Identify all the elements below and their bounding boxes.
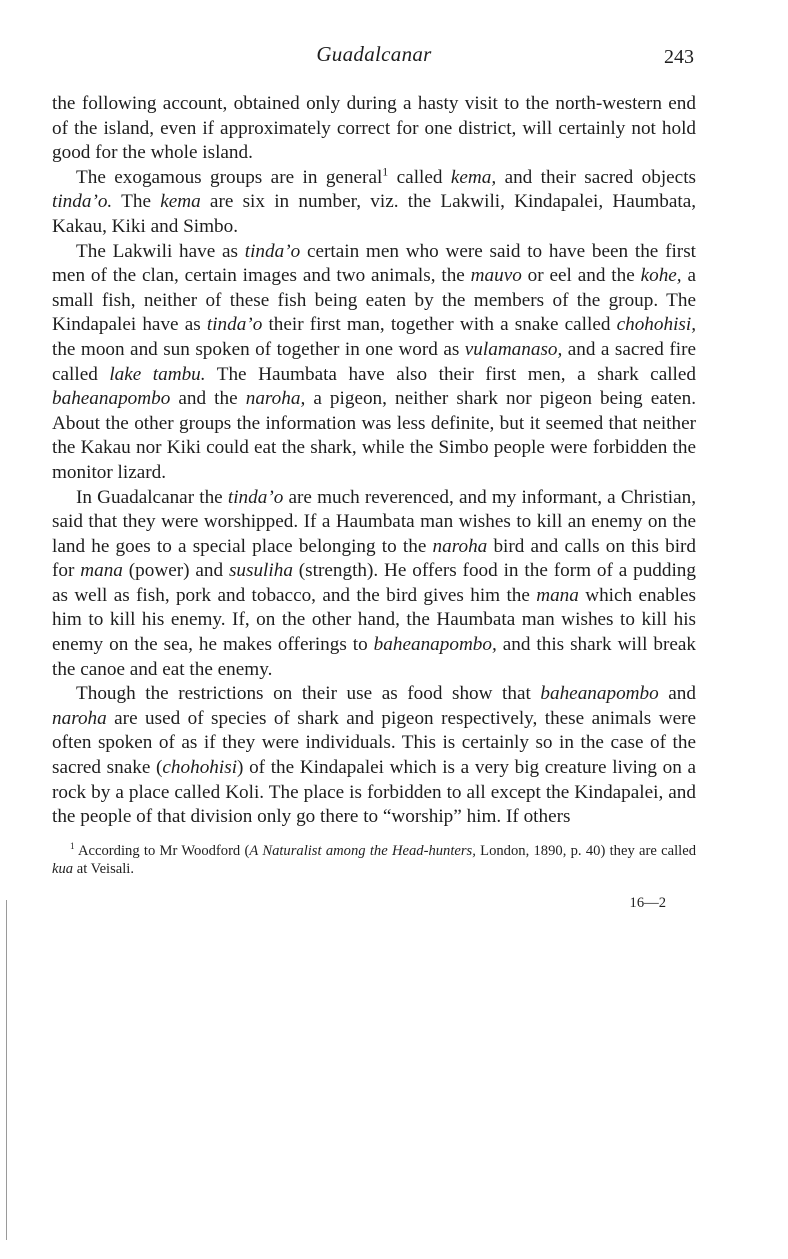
text-run: and a sacred fire called	[52, 338, 696, 385]
footnotes	[52, 842, 696, 879]
paragraph	[52, 166, 696, 240]
text-run: a pigeon, neither shark nor pigeon being eaten. About the other groups the information was less definite, but it seemed that neither the Kakau nor Kiki could eat the shark, while the Simbo people were forbidden the monitor lizard.	[52, 388, 696, 483]
italic-term: naroha	[432, 535, 488, 557]
italic-term: susuliha	[228, 560, 293, 582]
italic-term: mana	[80, 560, 123, 582]
text-run: ) of the Kindapalei which is a very big creature living on a rock by a place called Koli. The place is forbidden to all except the Kindapalei, and the people of that division only go there to “worship” him. If others	[52, 757, 697, 828]
text-run: In Guadalcanar the	[76, 486, 228, 508]
italic-term: tinda’o.	[52, 191, 113, 213]
paragraph	[52, 92, 696, 166]
italic-term: A Naturalist among the Head-hunters,	[249, 842, 476, 859]
footnote-text: London, 1890, p. 40) they are called	[475, 842, 696, 859]
running-title: Guadalcanar	[316, 42, 432, 66]
page-header	[52, 42, 696, 78]
italic-term: kohe,	[640, 265, 682, 287]
paragraph	[52, 240, 696, 486]
footnote-text: at Veisali.	[73, 861, 135, 878]
signature-mark: 16—2	[629, 895, 666, 911]
italic-term: chohohisi,	[616, 314, 696, 336]
italic-term: tinda’o	[227, 486, 284, 508]
text-run: The Lakwili have as	[76, 240, 245, 262]
italic-term: tinda’o	[206, 314, 263, 336]
text-run: certain men who were said to have been the first men of the clan, certain images and two animals, the	[52, 240, 696, 287]
paragraph	[52, 486, 696, 683]
page-number: 243	[664, 46, 694, 68]
paragraph	[52, 682, 696, 830]
text-run: the following account, obtained only during a hasty visit to the north-western end of the island, even if approximately correct for one district, will certainly not hold good for the whole island.	[52, 93, 696, 164]
italic-term: naroha,	[245, 388, 306, 410]
text-run: a small fish, neither of these fish being eaten by the members of the group. The Kindapalei have as	[52, 265, 696, 336]
text-run: The	[112, 191, 161, 213]
text-run: or eel and the	[521, 265, 641, 287]
text-run: The Haumbata have also their first men, a shark called	[205, 363, 696, 385]
italic-term: kema,	[450, 166, 497, 188]
text-run: the moon and sun spoken of together in one word as	[52, 338, 465, 360]
book-page	[52, 42, 696, 912]
footnote	[52, 842, 696, 879]
text-run: are six in number, viz. the Lakwili, Kindapalei, Haumbata, Kakau, Kiki and Simbo.	[52, 191, 697, 237]
italic-term: baheanapombo	[540, 683, 659, 705]
italic-term: mana	[536, 584, 579, 606]
text-run: called	[388, 166, 451, 188]
text-run: and	[658, 683, 696, 705]
italic-term: kema	[160, 191, 201, 213]
text-run: are much reverenced, and my informant, a Christian, said that they were worshipped. If a Haumbata man wishes to kill an enemy on the land he goes to a special place belonging to the	[52, 486, 696, 557]
text-run: bird and calls on this bird for	[52, 535, 697, 582]
text-run: and their sacred objects	[496, 166, 696, 188]
italic-term: baheanapombo	[52, 388, 171, 410]
italic-term: baheanapombo,	[373, 634, 497, 656]
italic-term: mauvo	[470, 265, 522, 287]
text-run: Though the restrictions on their use as food show that	[76, 683, 541, 705]
text-run: their first man, together with a snake called	[262, 314, 617, 336]
italic-term: tinda’o	[244, 240, 301, 262]
italic-term: naroha	[52, 707, 107, 729]
text-run: are used of species of shark and pigeon respectively, these animals were often spoken of as if they were individuals. This is certainly so in the case of the sacred snake (	[52, 707, 696, 779]
body-text	[52, 92, 696, 830]
italic-term: kua	[52, 861, 74, 878]
text-run: which enables him to kill his enemy. If, on the other hand, the Haumbata man wishes to kill his enemy on the sea, he makes offerings to	[52, 584, 696, 656]
text-run: and the	[170, 388, 246, 410]
margin-rule	[6, 900, 7, 1240]
italic-term: lake tambu.	[109, 363, 206, 385]
text-run: (power) and	[122, 560, 229, 582]
footnote-marker: 1	[70, 840, 75, 851]
text-run: (strength). He offers food in the form of a pudding as well as fish, pork and tobacco, and the bird gives him the	[52, 560, 696, 606]
italic-term: vulamanaso,	[464, 338, 563, 360]
italic-term: chohohisi	[162, 757, 238, 779]
text-run: The exogamous groups are in general	[76, 166, 383, 188]
footnote-text: According to Mr Woodford (	[74, 842, 250, 859]
text-run: and this shark will break the canoe and eat the enemy.	[52, 634, 696, 680]
footnote-marker: 1	[382, 164, 389, 179]
